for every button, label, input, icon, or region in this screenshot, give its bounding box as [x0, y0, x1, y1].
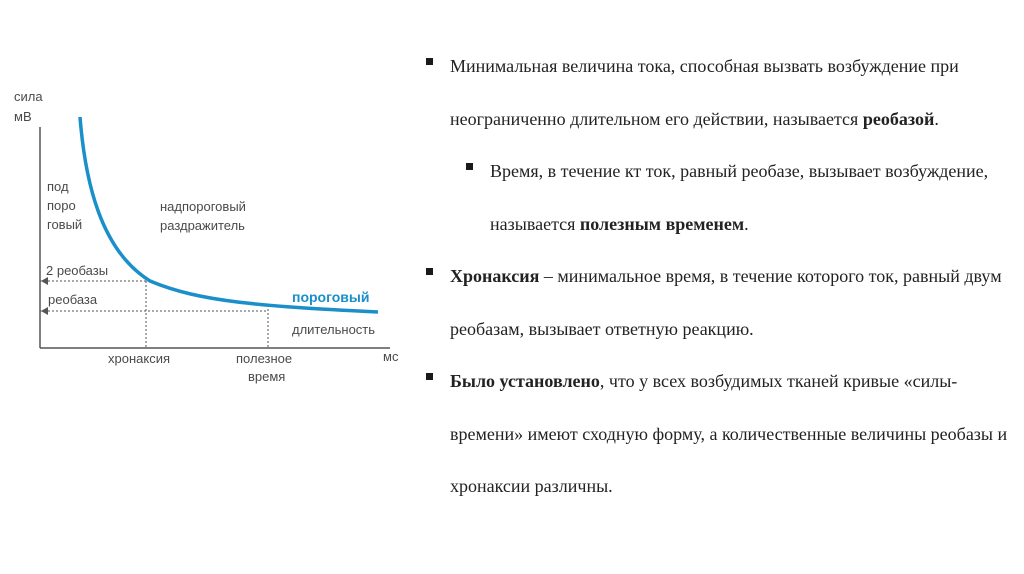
subthreshold-label-2: поро	[47, 198, 76, 213]
bullet-text-end: .	[744, 213, 749, 234]
suprathreshold-label-2: раздражитель	[160, 218, 245, 233]
rheobase-label: реобаза	[48, 292, 98, 307]
bullet-square-icon	[466, 163, 473, 170]
threshold-label: пороговый	[292, 289, 370, 305]
bullet-square-icon	[426, 58, 433, 65]
suprathreshold-label-1: надпороговый	[160, 199, 246, 214]
bullet-list	[424, 40, 1009, 513]
strength-duration-curve	[80, 117, 378, 312]
bullet-bold: реобазой	[862, 108, 935, 129]
bullet-chronaxie	[424, 250, 1009, 355]
subthreshold-label-1: под	[47, 179, 69, 194]
y-axis-label-force: сила	[14, 89, 43, 104]
bullet-text-end: .	[934, 108, 939, 129]
y-axis-label-mv: мВ	[14, 109, 32, 124]
bullet-useful-time	[464, 145, 1009, 250]
bullet-text: Минимальная величина тока, способная вызвать возбуждение при неограниченно длительном его действии, называется	[450, 56, 959, 129]
bullet-text: , что у всех возбудимых тканей кривые «силы-времени» имеют сходную форму, а количественные величины реобазы и хронаксии различны.	[450, 371, 1008, 496]
useful-time-label-2: время	[248, 369, 286, 384]
subthreshold-label-3: говый	[47, 217, 83, 232]
bullet-bold: полезным временем	[579, 213, 745, 234]
bullet-bold: Было установлено	[450, 371, 600, 391]
two-rheobase-label: 2 реобазы	[46, 263, 109, 278]
strength-duration-diagram	[0, 0, 420, 574]
useful-time-label-1: полезное	[236, 351, 293, 366]
bullet-established	[424, 355, 1009, 513]
bullet-square-icon	[426, 268, 433, 275]
two-rheobase-arrow	[41, 277, 48, 285]
bullet-text: – минимальное время, в течение которого ток, равный двум реобазам, вызывает ответную реакцию.	[450, 266, 1002, 339]
chronaxie-label: хронаксия	[108, 351, 171, 366]
x-axis-unit-label: мс	[383, 349, 399, 364]
bullet-bold: Хронаксия	[450, 266, 540, 286]
bullet-rheobase	[424, 40, 1009, 145]
duration-label: длительность	[292, 322, 376, 337]
bullet-square-icon	[426, 373, 433, 380]
rheobase-arrow	[41, 307, 48, 315]
bullet-text: Время, в течение кт ток, равный реобазе, вызывает возбуждение, называется	[490, 161, 989, 234]
